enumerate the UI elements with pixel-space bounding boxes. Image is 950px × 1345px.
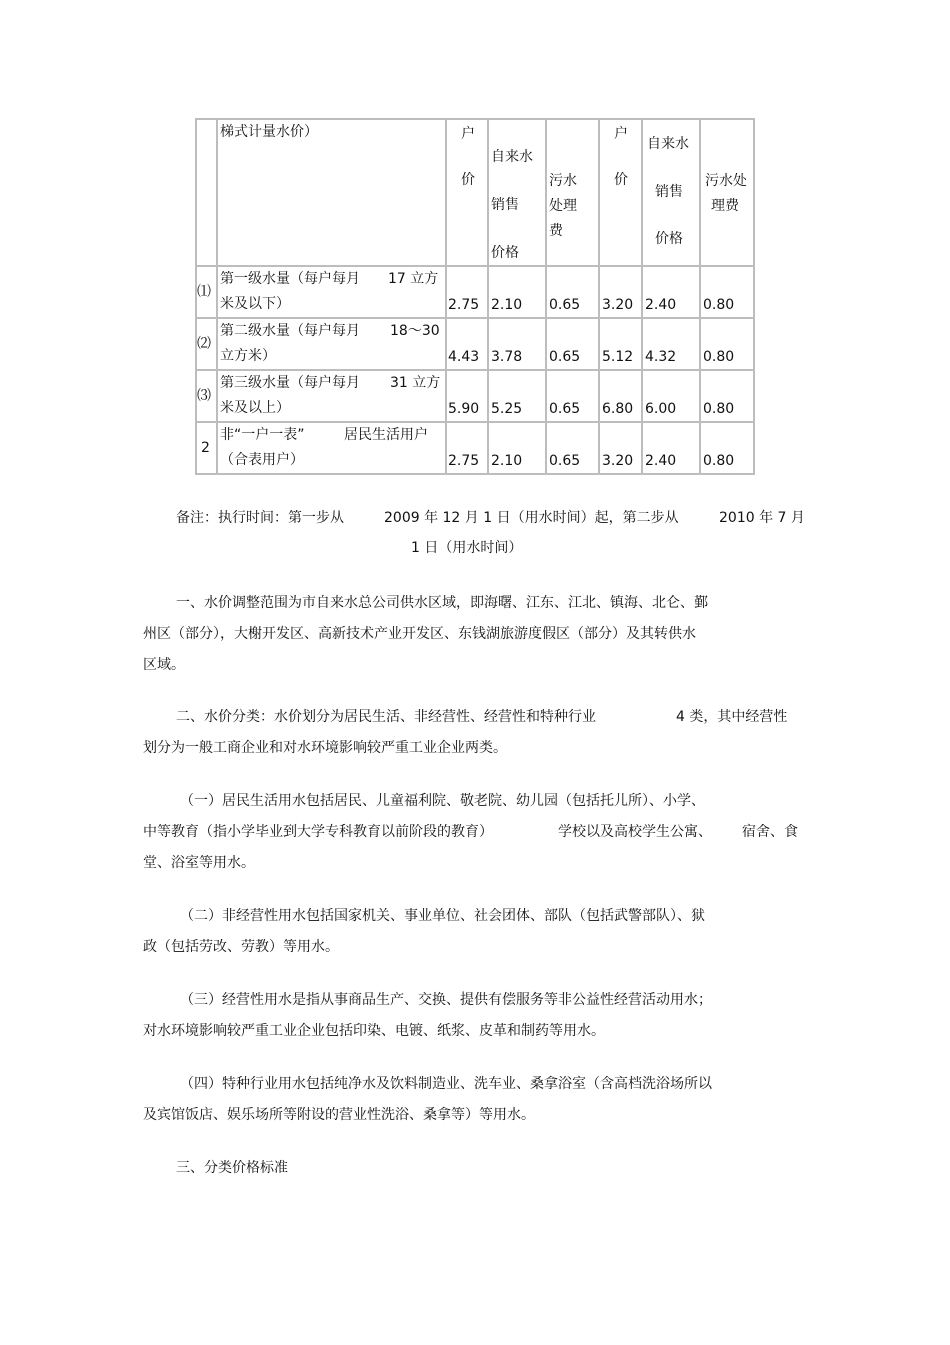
row4-v4-cell [641, 421, 701, 475]
note-text-b: 2009 年 12 月 1 日（用水时间）起，第二步从 [384, 510, 679, 526]
header-sewage2-cell [699, 118, 755, 267]
row2-item-line1b: 18～30 [390, 323, 440, 339]
row1-item-line2: 米及以下） [220, 296, 290, 312]
para2-line2: 划分为一般工商企业和对水环境影响较严重工业企业两类。 [143, 740, 507, 756]
row2-v2-cell [545, 317, 600, 371]
header-tapwater2-line1: 自来水 [647, 136, 689, 152]
header-tapwater2-cell [641, 118, 701, 267]
row4-v1: 2.10 [491, 453, 523, 469]
header-sewage1-cell [545, 118, 600, 267]
para4-line1: （二）非经营性用水包括国家机关、事业单位、社会团体、部队（包括武警部队）、狱 [180, 908, 705, 924]
row2-no-cell [195, 317, 218, 371]
para3-line2a: 中等教育（指小学毕业到大学专科教育以前阶段的教育） [143, 824, 493, 840]
header-tapwater1-line3: 价格 [491, 245, 519, 261]
para3-line3: 堂、浴室等用水。 [143, 855, 255, 871]
header-price2-a: 户 [614, 126, 628, 142]
row2-v4-cell [641, 317, 701, 371]
row3-v1-cell [487, 369, 547, 423]
row1-v0: 2.75 [448, 297, 480, 313]
para6-line2: 及宾馆饭店、娱乐场所等附设的营业性洗浴、桑拿等）等用水。 [143, 1107, 535, 1123]
para3-line2c: 宿舍、食 [742, 824, 798, 840]
row3-v3-cell [598, 369, 643, 423]
row1-item-cell [216, 265, 447, 319]
header-sewage2-line2: 理费 [711, 198, 739, 214]
row2-v5: 0.80 [703, 349, 735, 365]
para3-line1: （一）居民生活用水包括居民、儿童福利院、敬老院、幼儿园（包括托儿所）、小学、 [180, 793, 705, 809]
row1-v4-cell [641, 265, 701, 319]
row1-v3: 3.20 [602, 297, 634, 313]
header-item-cell [216, 118, 447, 267]
para5-line2: 对水环境影响较严重工业企业包括印染、电镀、纸浆、皮革和制药等用水。 [143, 1023, 605, 1039]
row4-v2-cell [545, 421, 600, 475]
row1-v5: 0.80 [703, 297, 735, 313]
row3-v4: 6.00 [645, 401, 677, 417]
row1-v4: 2.40 [645, 297, 677, 313]
para5-line1: （三）经营性用水是指从事商品生产、交换、提供有偿服务等非公益性经营活动用水； [180, 992, 712, 1008]
header-tapwater2-line3: 价格 [655, 231, 683, 247]
header-sewage1-line2: 处理 [549, 198, 577, 214]
row4-v3: 3.20 [602, 453, 634, 469]
row1-item-line1: 第一级水量（每户每月 [220, 271, 360, 287]
row4-no-cell [195, 421, 218, 475]
row4-v2: 0.65 [549, 453, 581, 469]
note-text-a: 备注：执行时间：第一步从 [176, 510, 344, 526]
header-tapwater1-line1: 自来水 [491, 149, 533, 165]
row1-v2: 0.65 [549, 297, 581, 313]
header-price1-cell [445, 118, 489, 267]
row2-item-line1: 第二级水量（每户每月 [220, 323, 360, 339]
para2-line1a: 二、水价分类：水价划分为居民生活、非经营性、经营性和特种行业 [176, 709, 596, 725]
row4-item-line1b: 居民生活用户 [344, 427, 428, 443]
row2-v0: 4.43 [448, 349, 480, 365]
row3-v5-cell [699, 369, 755, 423]
row2-v1-cell [487, 317, 547, 371]
row3-item-line1: 第三级水量（每户每月 [220, 375, 360, 391]
row4-v0: 2.75 [448, 453, 480, 469]
header-price1-a: 户 [461, 126, 475, 142]
row2-no: ⑵ [197, 336, 211, 352]
header-sewage2-line1: 污水处 [705, 173, 747, 189]
row2-item-cell [216, 317, 447, 371]
row2-v3-cell [598, 317, 643, 371]
row1-no: ⑴ [197, 284, 211, 300]
row2-v1: 3.78 [491, 349, 523, 365]
row2-v0-cell [445, 317, 489, 371]
row3-v1: 5.25 [491, 401, 523, 417]
row4-item-line2: （合表用户） [220, 452, 304, 468]
header-item-label: 梯式计量水价） [220, 124, 318, 140]
section3-heading: 三、分类价格标准 [176, 1160, 288, 1176]
para1-line1: 一、水价调整范围为市自来水总公司供水区域，即海曙、江东、江北、镇海、北仑、鄞 [176, 595, 708, 611]
note-text-c: 2010 年 7 月 [719, 510, 805, 526]
header-tapwater1-cell [487, 118, 547, 267]
header-tapwater1-line2: 销售 [491, 197, 519, 213]
header-price2-b: 价 [614, 172, 628, 188]
note-text-d: 1 日（用水时间） [411, 540, 523, 556]
row3-v4-cell [641, 369, 701, 423]
header-tapwater2-line2: 销售 [655, 184, 683, 200]
row4-v5: 0.80 [703, 453, 735, 469]
row3-item-line2: 米及以上） [220, 400, 290, 416]
row3-v3: 6.80 [602, 401, 634, 417]
water-price-table [195, 118, 755, 475]
header-price2-cell [598, 118, 643, 267]
row1-v1-cell [487, 265, 547, 319]
row2-item-line2: 立方米） [220, 348, 276, 364]
row3-v0: 5.90 [448, 401, 480, 417]
row1-v5-cell [699, 265, 755, 319]
header-blank-cell [195, 118, 218, 267]
row1-v2-cell [545, 265, 600, 319]
para6-line1: （四）特种行业用水包括纯净水及饮料制造业、洗车业、桑拿浴室（含高档洗浴场所以 [180, 1076, 712, 1092]
header-price1-b: 价 [461, 172, 475, 188]
header-sewage1-line3: 费 [549, 223, 563, 239]
row1-v0-cell [445, 265, 489, 319]
row4-v5-cell [699, 421, 755, 475]
row4-v4: 2.40 [645, 453, 677, 469]
para1-line2: 州区（部分），大榭开发区、高新技术产业开发区、东钱湖旅游度假区（部分）及其转供水 [143, 626, 696, 642]
para4-line2: 政（包括劳改、劳教）等用水。 [143, 939, 339, 955]
para2-line1b: 4 类，其中经营性 [676, 709, 788, 725]
row3-v5: 0.80 [703, 401, 735, 417]
row1-v1: 2.10 [491, 297, 523, 313]
row2-v5-cell [699, 317, 755, 371]
row3-v2: 0.65 [549, 401, 581, 417]
row4-no: 2 [201, 440, 210, 456]
row1-no-cell [195, 265, 218, 319]
row3-item-line1b: 31 立方 [390, 375, 441, 391]
row3-v0-cell [445, 369, 489, 423]
header-sewage1-line1: 污水 [549, 173, 577, 189]
row3-no-cell [195, 369, 218, 423]
para3-line2b: 学校以及高校学生公寓、 [558, 824, 712, 840]
row1-item-line1b: 17 立方 [388, 271, 439, 287]
row2-v4: 4.32 [645, 349, 677, 365]
row3-item-cell [216, 369, 447, 423]
row3-no: ⑶ [197, 388, 211, 404]
row2-v2: 0.65 [549, 349, 581, 365]
para1-line3: 区域。 [143, 657, 185, 673]
row4-v3-cell [598, 421, 643, 475]
row4-item-line1: 非“一户一表” [220, 427, 305, 443]
row1-v3-cell [598, 265, 643, 319]
row2-v3: 5.12 [602, 349, 634, 365]
row3-v2-cell [545, 369, 600, 423]
row4-item-cell [216, 421, 447, 475]
row4-v0-cell [445, 421, 489, 475]
row4-v1-cell [487, 421, 547, 475]
